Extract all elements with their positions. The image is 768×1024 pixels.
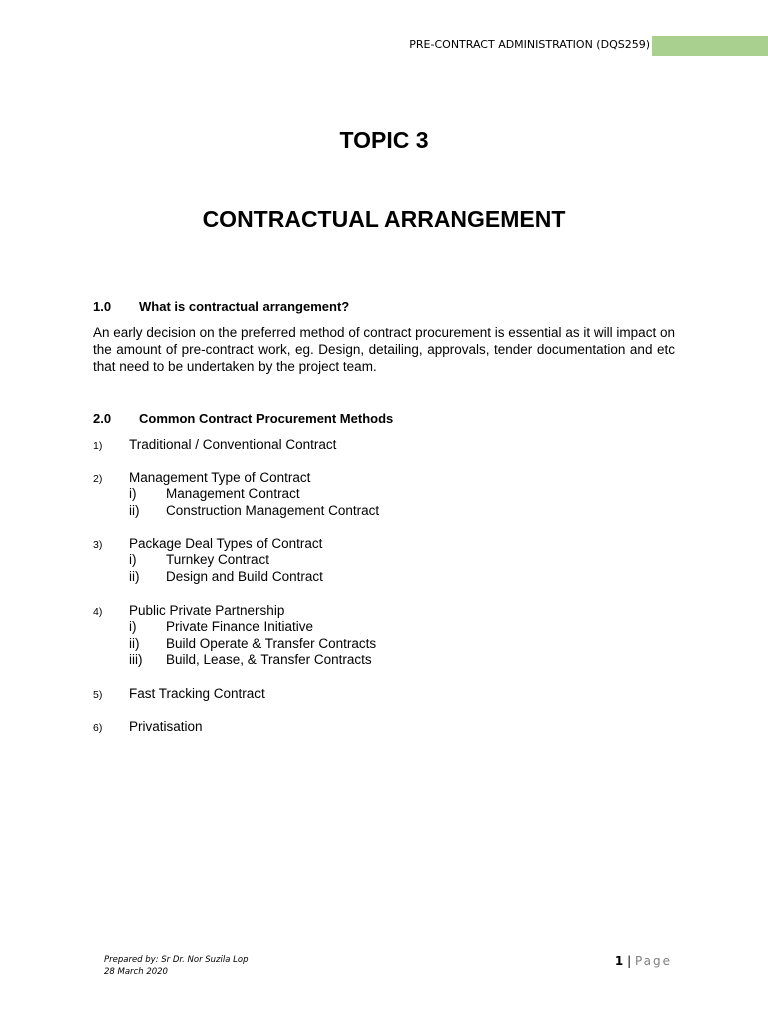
list-item (93, 535, 693, 585)
sub-list-item-numeral: ii) (129, 635, 140, 651)
list-item-label: Public Private Partnership (129, 602, 285, 618)
list-item-label: Package Deal Types of Contract (129, 536, 323, 552)
section-2-number: 2.0 (93, 411, 112, 426)
page-label: Page (634, 954, 672, 968)
page-separator: | (627, 954, 632, 968)
sub-list-item-label: Management Contract (166, 486, 300, 501)
sub-list-item-label: Turnkey Contract (166, 552, 270, 568)
sub-list-item (129, 652, 693, 669)
footer-author: Prepared by: Sr Dr. Nor Suzila Lop (104, 955, 249, 965)
sub-list-item-label: Build Operate & Transfer Contracts (166, 635, 377, 651)
sub-list-item (129, 503, 693, 520)
sub-list-item-label: Build, Lease, & Transfer Contracts (166, 652, 372, 668)
footer-date: 28 March 2020 (104, 967, 168, 977)
list-item-number: 4) (93, 605, 103, 618)
sub-list-item-label: Design and Build Contract (166, 569, 323, 585)
list-item-number: 3) (93, 539, 103, 552)
footer-page-number (615, 954, 672, 968)
section-1-number: 1.0 (93, 299, 112, 314)
header-course-title: PRE-CONTRACT ADMINISTRATION (DQS259) (409, 38, 650, 51)
section-2-title: Common Contract Procurement Methods (139, 411, 394, 426)
section-1-heading (93, 299, 349, 314)
document-title: CONTRACTUAL ARRANGEMENT (202, 206, 566, 232)
list-item (93, 602, 693, 669)
sub-list-item-numeral: iii) (129, 652, 143, 668)
topic-heading: TOPIC 3 (339, 127, 429, 153)
list-item-number: 2) (93, 473, 103, 485)
sub-list-item (129, 486, 693, 503)
sub-list-item-numeral: i) (129, 552, 137, 568)
sub-list-item (129, 636, 693, 653)
sub-list-item-label: Construction Management Contract (166, 502, 380, 518)
list-item (93, 685, 693, 702)
section-1-paragraph: An early decision on the preferred method of contract procurement is essential as it will impact on the amount of pre-contract work, eg. Design, detailing, approvals, tender documentation and etc that need to be undertaken by the project team. (93, 325, 675, 374)
sub-list-item (129, 569, 693, 586)
sub-list-item-numeral: i) (129, 618, 137, 634)
list-item-number: 5) (93, 688, 103, 701)
section-1-title: What is contractual arrangement? (139, 299, 350, 314)
footer-prepared-by (104, 954, 249, 978)
sub-list-item-numeral: i) (129, 486, 137, 501)
list-item-number: 1) (93, 440, 103, 452)
list-item-number: 6) (93, 721, 103, 734)
list-item-label: Traditional / Conventional Contract (129, 437, 337, 452)
list-item (93, 718, 693, 735)
sub-list-item-numeral: ii) (129, 569, 140, 585)
sub-list-item-numeral: ii) (129, 502, 140, 518)
procurement-methods-list (93, 436, 693, 751)
sub-list-item (129, 552, 693, 569)
list-item-label: Fast Tracking Contract (129, 685, 265, 701)
list-item-label: Privatisation (129, 718, 203, 734)
list-item (93, 436, 693, 453)
list-item (93, 469, 693, 519)
list-item-label: Management Type of Contract (129, 470, 311, 485)
sub-list-item-label: Private Finance Initiative (166, 618, 314, 634)
page-number: 1 (614, 954, 624, 968)
section-2-heading (93, 411, 393, 426)
sub-list-item (129, 619, 693, 636)
header-accent-bar (652, 36, 768, 56)
